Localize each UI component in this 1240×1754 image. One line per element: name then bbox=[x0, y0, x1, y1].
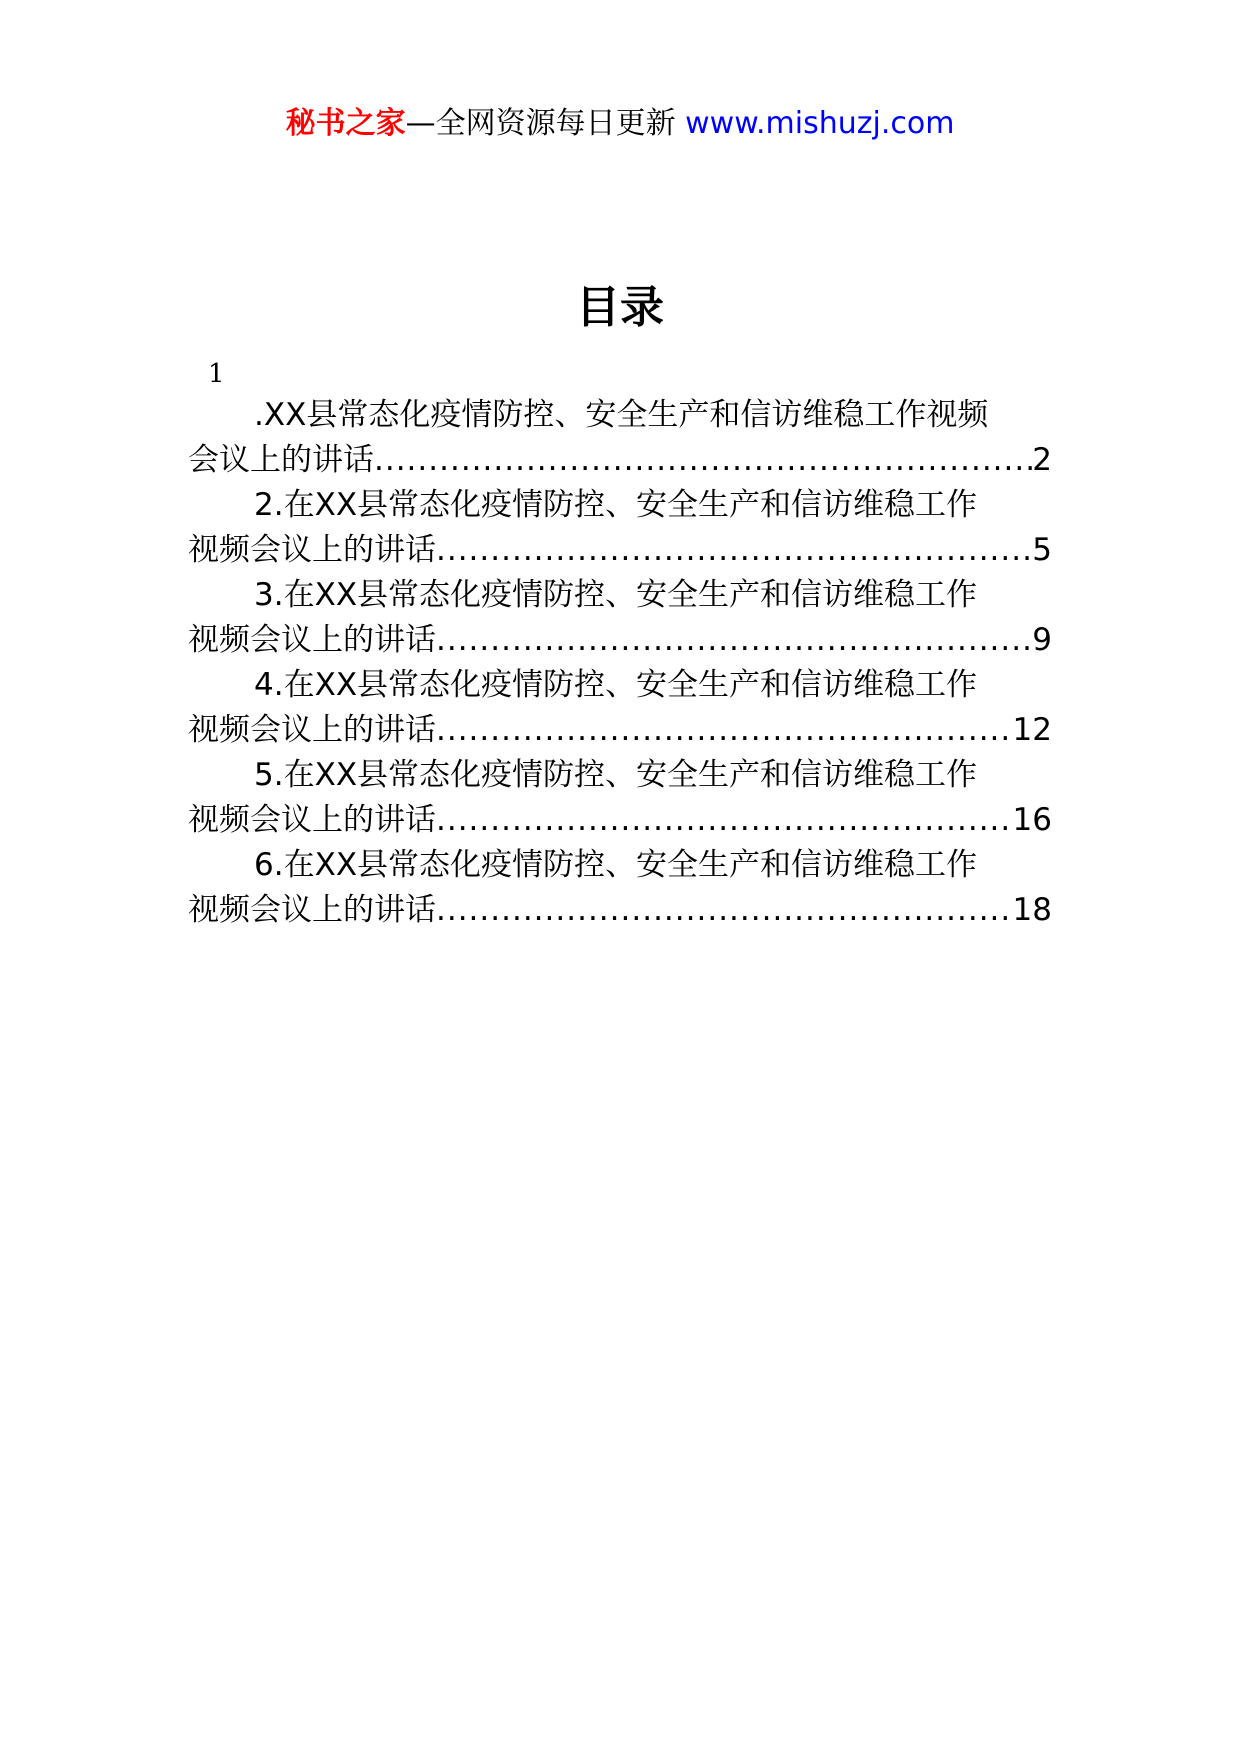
dot-leader bbox=[436, 528, 1032, 573]
toc-entry[interactable] bbox=[188, 483, 1052, 573]
toc-entry-page-number: 5 bbox=[1032, 532, 1052, 568]
dot-leader bbox=[374, 438, 1032, 483]
toc-entry-title: .XX县常态化疫情防控、安全生产和信访维稳工作视频 bbox=[254, 397, 989, 433]
toc-entry[interactable] bbox=[188, 393, 1052, 483]
toc-entry-title: 2.在XX县常态化疫情防控、安全生产和信访维稳工作 bbox=[254, 487, 978, 523]
dot-leader bbox=[436, 618, 1032, 663]
toc-entry-title: 4.在XX县常态化疫情防控、安全生产和信访维稳工作 bbox=[254, 667, 978, 703]
header-slogan: —全网资源每日更新 bbox=[405, 106, 686, 141]
dot-leader bbox=[436, 798, 1013, 843]
dot-leader bbox=[436, 888, 1013, 933]
toc-entry-page-number: 12 bbox=[1012, 712, 1052, 748]
toc-entry-page-number: 2 bbox=[1032, 442, 1052, 478]
toc-entry[interactable] bbox=[188, 753, 1052, 843]
toc-entry-page-number: 16 bbox=[1012, 802, 1052, 838]
toc-entry-title: 5.在XX县常态化疫情防控、安全生产和信访维稳工作 bbox=[254, 757, 978, 793]
table-of-contents bbox=[188, 355, 1052, 933]
toc-entry-title-continued: 视频会议上的讲话 bbox=[188, 532, 436, 568]
toc-entry-title-continued: 视频会议上的讲话 bbox=[188, 712, 436, 748]
site-header bbox=[0, 104, 1240, 144]
toc-entry-title-continued: 会议上的讲话 bbox=[188, 442, 374, 478]
site-url-link[interactable]: www.mishuzj.com bbox=[685, 106, 955, 141]
toc-entry[interactable] bbox=[188, 663, 1052, 753]
toc-entry-title: 6.在XX县常态化疫情防控、安全生产和信访维稳工作 bbox=[254, 847, 978, 883]
toc-entry[interactable] bbox=[188, 843, 1052, 933]
toc-title: 目录 bbox=[576, 282, 664, 333]
toc-entry-title-continued: 视频会议上的讲话 bbox=[188, 892, 436, 928]
dot-leader bbox=[436, 708, 1013, 753]
toc-entry-title-continued: 视频会议上的讲话 bbox=[188, 622, 436, 658]
toc-entry-title: 3.在XX县常态化疫情防控、安全生产和信访维稳工作 bbox=[254, 577, 978, 613]
toc-entry-title-continued: 视频会议上的讲话 bbox=[188, 802, 436, 838]
toc-entry[interactable] bbox=[188, 573, 1052, 663]
toc-entry-page-number: 9 bbox=[1032, 622, 1052, 658]
toc-first-number: 1 bbox=[208, 359, 225, 389]
brand-name: 秘书之家 bbox=[285, 106, 406, 141]
toc-entry-page-number: 18 bbox=[1012, 892, 1052, 928]
